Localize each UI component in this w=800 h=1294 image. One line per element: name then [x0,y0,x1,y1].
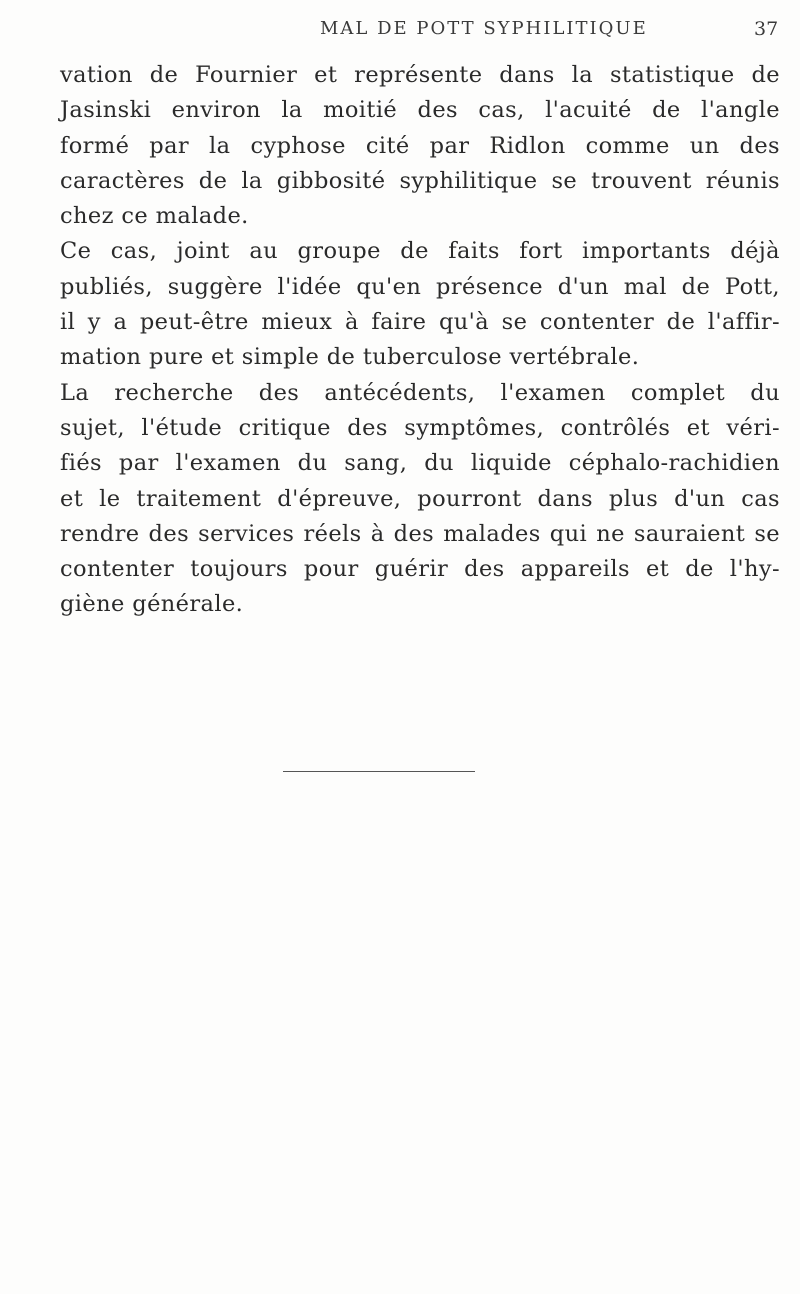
section-end-rule [283,771,475,772]
text-line: il y a peut-être mieux à faire qu'à se contenter de l'affir- [60,309,780,336]
page-number: 37 [754,18,779,40]
text-line: caractères de la gibbosité syphilitique se trouvent réunis [60,167,780,194]
text-line: mation pure et simple de tuberculose vertébrale. [60,344,640,371]
text-line: sujet, l'étude critique des symptômes, contrôlés et véri- [60,414,780,441]
text-line: fiés par l'examen du sang, du liquide céphalo-rachidien [60,450,780,477]
text-line: publiés, suggère l'idée qu'en présence d'un mal de Pott, [60,273,780,300]
text-line: et le traitement d'épreuve, pourront dans plus d'un cas [60,485,780,512]
text-line: Ce cas, joint au groupe de faits fort importants déjà [60,238,780,265]
text-line: formé par la cyphose cité par Ridlon comme un des [60,132,780,159]
text-line: La recherche des antécédents, l'examen complet du [60,379,780,406]
text-line: contenter toujours pour guérir des appareils et de l'hy- [60,556,780,583]
text-line: vation de Fournier et représente dans la statistique de [60,62,780,88]
running-title: MAL DE POTT SYPHILITIQUE [320,18,648,39]
text-line: Jasinski environ la moitié des cas, l'acuité de l'angle [60,97,780,124]
text-line: chez ce malade. [60,203,249,230]
body-text [60,58,780,623]
text-line: rendre des services réels à des malades qui ne sauraient se [60,520,780,547]
text-line: giène générale. [60,591,244,618]
